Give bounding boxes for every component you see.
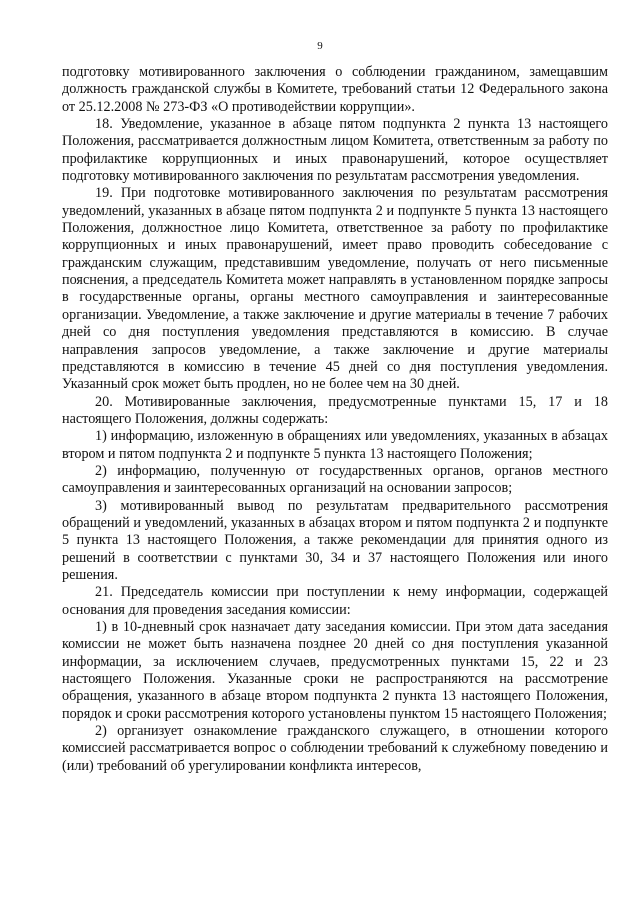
document-body [62, 64, 608, 775]
paragraph: 1) информацию, изложенную в обращениях или уведомлениях, указанных в абзацах втором и пятом подпункта 2 и подпункте 5 пункта 13 настоящего Положения; [62, 428, 608, 462]
paragraph: 2) организует ознакомление гражданского служащего, в отношении которого комиссией рассматривается вопрос о соблюдении требований к служебному поведению и (или) требований об урегулировании конфликта интересов, [62, 723, 608, 774]
paragraph: 21. Председатель комиссии при поступлении к нему информации, содержащей основания для проведения заседания комиссии: [62, 584, 608, 618]
paragraph: подготовку мотивированного заключения о соблюдении гражданином, замещавшим должность гражданской службы в Комитете, требований статьи 12 Федерального закона от 25.12.2008 № 273-ФЗ «О противодействии коррупции». [62, 64, 608, 115]
paragraph: 1) в 10-дневный срок назначает дату заседания комиссии. При этом дата заседания комиссии не может быть назначена позднее 20 дней со дня поступления указанной информации, за исключением случаев, предусмотренных пунктами 15, 22 и 23 настоящего Положения. Указанные сроки не распространяются на рассмотрение обращения, указанного в абзаце втором подпункта 2 пункта 13 настоящего Положения, порядок и сроки рассмотрения которого установлены пунктом 15 настоящего Положения; [62, 619, 608, 722]
paragraph: 19. При подготовке мотивированного заключения по результатам рассмотрения уведомлений, указанных в абзаце пятом подпункта 2 и подпункте 5 пункта 13 настоящего Положения, должностное лицо Комитета, ответственное за работу по профилактике коррупционных и иных правонарушений, имеет право проводить собеседование с гражданским служащим, представившим уведомление, получать от него письменные пояснения, а председатель Комитета может направлять в установленном порядке запросы в государственные органы, органы местного самоуправления и заинтересованные организации. Уведомление, а также заключение и другие материалы в течение 7 рабочих дней со дня поступления уведомления представляются в комиссию. В случае направления запросов уведомление, а также заключение и другие материалы представляются в комиссию в течение 45 дней со дня поступления уведомления. Указанный срок может быть продлен, но не более чем на 30 дней. [62, 185, 608, 393]
paragraph: 3) мотивированный вывод по результатам предварительного рассмотрения обращений и уведомлений, указанных в абзацах втором и пятом подпункта 2 и подпункте 5 пункта 13 настоящего Положения, а также рекомендации для принятия одного из решений в соответствии с пунктами 30, 34 и 37 настоящего Положения или иного решения. [62, 497, 608, 583]
paragraph: 18. Уведомление, указанное в абзаце пятом подпункта 2 пункта 13 настоящего Положения, рассматривается должностным лицом Комитета, ответственным за работу по профилактике коррупционных и иных правонарушений, которое осуществляет подготовку мотивированного заключения по результатам рассмотрения уведомления. [62, 116, 608, 185]
paragraph: 2) информацию, полученную от государственных органов, органов местного самоуправления и заинтересованных организаций на основании запросов; [62, 462, 608, 497]
paragraph: 20. Мотивированные заключения, предусмотренные пунктами 15, 17 и 18 настоящего Положения, должны содержать: [62, 393, 608, 427]
page-number: 9 [317, 40, 323, 52]
